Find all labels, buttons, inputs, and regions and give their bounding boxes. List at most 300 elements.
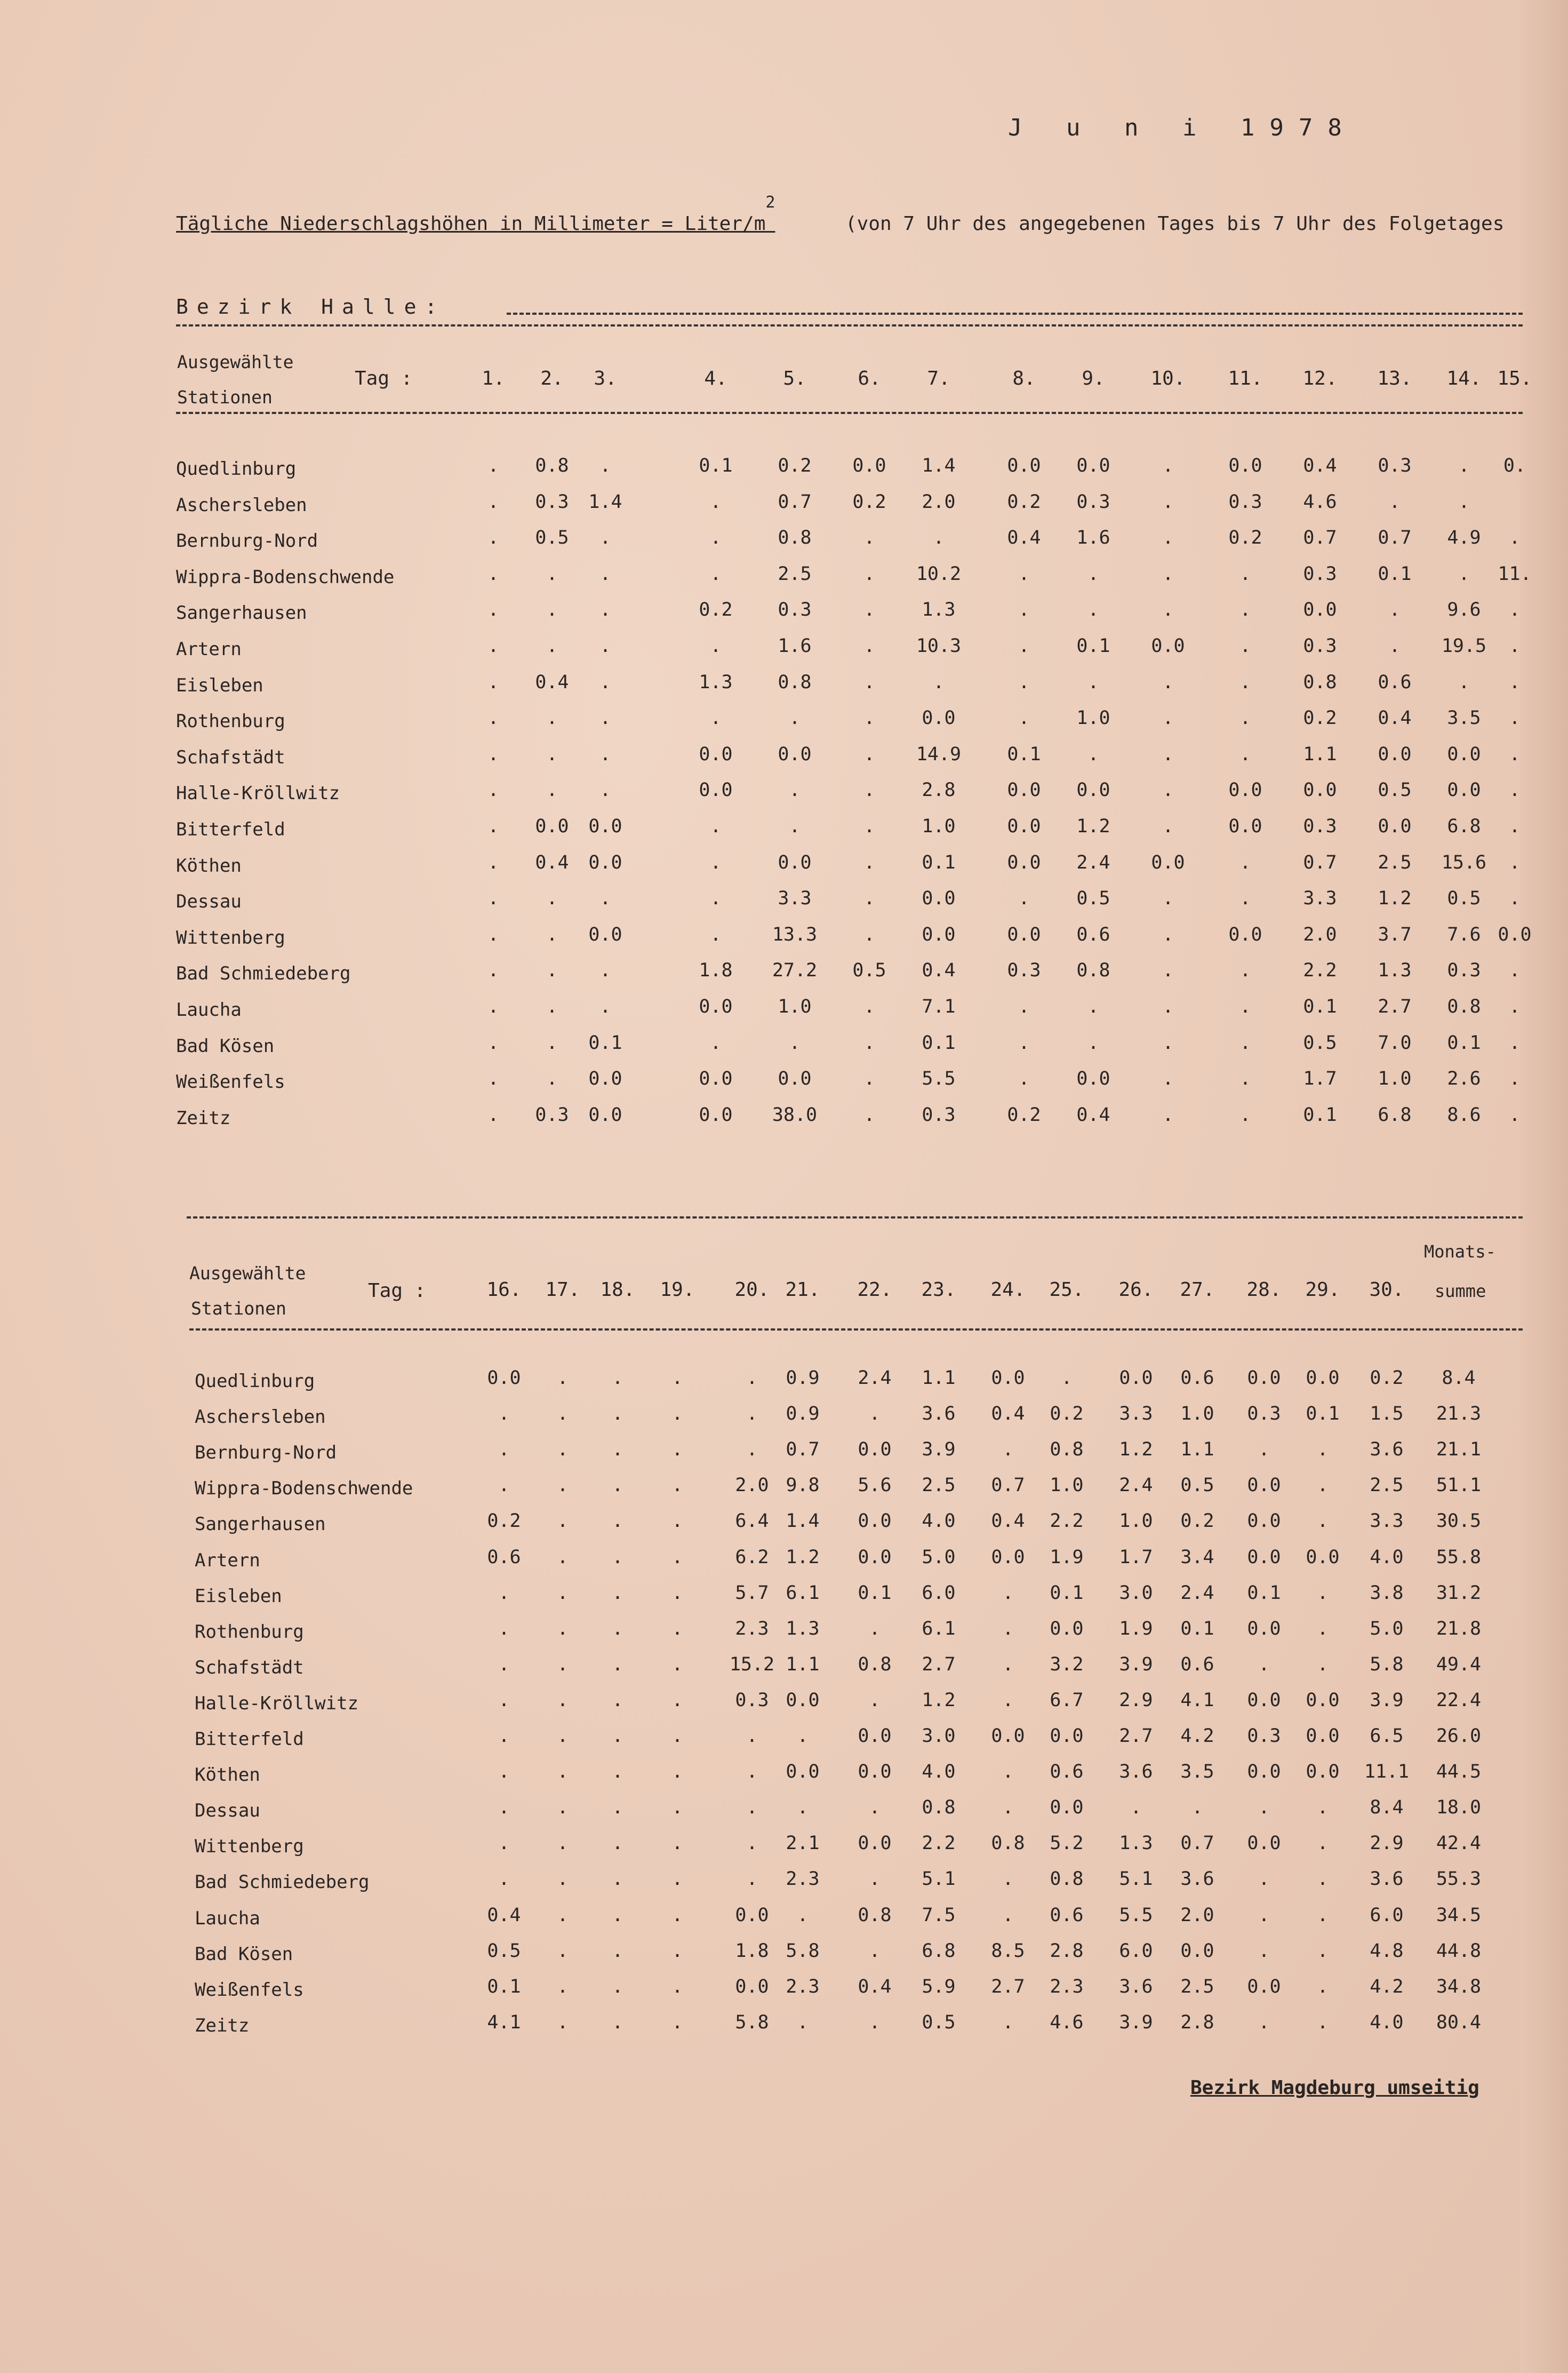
- table1-cell: 7.0: [1378, 1032, 1412, 1054]
- table1-cell: .: [546, 1032, 558, 1054]
- table1-cell: 0.8: [535, 455, 569, 476]
- table2-cell: 0.0: [786, 1690, 820, 1711]
- table1-cell: .: [546, 779, 558, 801]
- table1-station-name: Schafstädt: [176, 747, 285, 768]
- table2-cell: 2.4: [1180, 1582, 1214, 1604]
- table2-cell: .: [797, 1905, 809, 1926]
- table2-station-name: Artern: [195, 1550, 260, 1571]
- table2-cell: .: [557, 1618, 569, 1639]
- table1-cell: .: [487, 491, 499, 513]
- table1-cell: .: [487, 779, 499, 801]
- table2-cell: .: [557, 2012, 569, 2033]
- table2-cell: 15.2: [729, 1654, 775, 1675]
- table1-cell: .: [1239, 744, 1251, 765]
- table1-cell: 0.4: [1007, 527, 1041, 548]
- table2-cell: .: [1258, 1654, 1270, 1675]
- table2-cell: 5.6: [858, 1475, 892, 1496]
- table1-cell: .: [863, 779, 875, 801]
- table2-cell: 0.7: [786, 1439, 820, 1460]
- table2-cell: 0.3: [1247, 1725, 1281, 1747]
- table2-cell: 0.0: [991, 1725, 1025, 1747]
- table1-cell: .: [933, 527, 945, 548]
- table2-cell: 0.8: [1050, 1868, 1084, 1890]
- table1-cell: .: [599, 960, 611, 981]
- table1-cell: 1.0: [1076, 707, 1110, 729]
- table1-cell: .: [1239, 672, 1251, 693]
- table1-column-header: 3.: [594, 368, 617, 389]
- table1-cell: .: [710, 527, 722, 548]
- table2-monthly-sum: 22.4: [1436, 1690, 1482, 1711]
- table1-cell: 0.0: [1007, 924, 1041, 945]
- table2-cell: .: [612, 1761, 623, 1782]
- table1-cell: .: [487, 1104, 499, 1126]
- table2-cell: .: [1317, 1654, 1329, 1675]
- table1-column-header: 1.: [482, 368, 505, 389]
- table2-cell: 5.0: [922, 1547, 956, 1568]
- table1-cell: .: [487, 455, 499, 476]
- table2-cell: .: [612, 1403, 623, 1424]
- table1-cell: 38.0: [772, 1104, 818, 1126]
- table2-cell: .: [557, 1475, 569, 1496]
- table1-cell: 0.6: [1076, 924, 1110, 945]
- table2-cell: 0.0: [858, 1761, 892, 1782]
- table2-cell: .: [671, 1940, 683, 1962]
- table2-cell: .: [498, 1868, 510, 1890]
- table1-cell: .: [1162, 707, 1174, 729]
- table1-cell: 0.7: [1303, 527, 1337, 548]
- table1-cell: 0.0: [1007, 779, 1041, 801]
- table2-cell: 3.0: [1119, 1582, 1153, 1604]
- table2-cell: .: [498, 1582, 510, 1604]
- table2-cell: .: [869, 1868, 881, 1890]
- table1-cell: 0.1: [1007, 744, 1041, 765]
- table2-column-header: 23.: [921, 1279, 956, 1301]
- table1-cell: .: [1509, 996, 1521, 1017]
- table2-cell: 0.0: [858, 1725, 892, 1747]
- table2-cell: .: [1258, 1797, 1270, 1818]
- table2-monthly-sum: 31.2: [1436, 1582, 1482, 1604]
- table1-cell: 0.0: [1303, 779, 1337, 801]
- table1-cell: 0.0: [699, 1104, 733, 1126]
- table1-cell: 1.1: [1303, 744, 1337, 765]
- table1-cell: .: [1162, 924, 1174, 945]
- table2-cell: .: [1002, 1905, 1014, 1926]
- table2-cell: 5.8: [1370, 1654, 1404, 1675]
- table1-cell: .: [1458, 672, 1470, 693]
- table2-cell: .: [746, 1439, 758, 1460]
- table2-monthly-sum: 26.0: [1436, 1725, 1482, 1747]
- table2-tag-label: Tag :: [368, 1280, 426, 1302]
- table1-cell: 0.0: [588, 924, 622, 945]
- table2-station-name: Bitterfeld: [195, 1729, 304, 1750]
- table1-station-name: Bitterfeld: [176, 819, 285, 840]
- table2-column-header: 19.: [660, 1279, 695, 1301]
- table1-cell: .: [1239, 888, 1251, 909]
- table2-cell: 6.5: [1370, 1725, 1404, 1747]
- table2-cell: 3.6: [922, 1403, 956, 1424]
- table1-column-header: 11.: [1228, 368, 1263, 389]
- table1-cell: .: [1162, 744, 1174, 765]
- table2-cell: .: [671, 2012, 683, 2033]
- table2-cell: 5.0: [1370, 1618, 1404, 1639]
- table1-cell: .: [487, 672, 499, 693]
- table1-cell: .: [546, 996, 558, 1017]
- table1-cell: 9.6: [1447, 599, 1481, 620]
- table1-cell: .: [1162, 1068, 1174, 1089]
- table2-cell: 0.0: [1247, 1475, 1281, 1496]
- table2-column-header: 18.: [600, 1279, 635, 1301]
- table2-cell: 0.0: [991, 1367, 1025, 1389]
- table1-cell: .: [599, 672, 611, 693]
- table1-cell: 0.0: [922, 707, 956, 729]
- table2-cell: 0.4: [487, 1905, 521, 1926]
- table2-cell: .: [1317, 1940, 1329, 1962]
- table1-cell: 0.1: [1076, 635, 1110, 657]
- table1-cell: 0.0: [699, 779, 733, 801]
- table1-cell: .: [546, 1068, 558, 1089]
- table2-column-header: 17.: [545, 1279, 580, 1301]
- table2-cell: .: [612, 1833, 623, 1854]
- table2-cell: .: [1002, 1761, 1014, 1782]
- table1-cell: .: [1162, 491, 1174, 513]
- table2-cell: 1.2: [1119, 1439, 1153, 1460]
- table1-cell: .: [789, 1032, 801, 1054]
- table1-cell: .: [710, 1032, 722, 1054]
- table1-station-name: Sangerhausen: [176, 602, 307, 624]
- table1-cell: .: [546, 744, 558, 765]
- table1-cell: 0.0: [1378, 744, 1412, 765]
- table1-cell: 1.2: [1076, 816, 1110, 837]
- table1-cell: .: [1509, 779, 1521, 801]
- table2-cell: 2.0: [735, 1475, 769, 1496]
- table1-cell: .: [710, 852, 722, 873]
- table1-cell: 3.3: [1303, 888, 1337, 909]
- table2-cell: .: [557, 1797, 569, 1818]
- table2-station-name: Sangerhausen: [195, 1514, 326, 1535]
- table1-cell: 4.6: [1303, 491, 1337, 513]
- table1-cell: .: [1239, 1104, 1251, 1126]
- table2-cell: .: [1317, 1868, 1329, 1890]
- table2-label-line1: Ausgewählte: [189, 1263, 306, 1284]
- table2-cell: .: [671, 1475, 683, 1496]
- table2-cell: .: [557, 1403, 569, 1424]
- table1-cell: .: [863, 1032, 875, 1054]
- table1-cell: 1.8: [699, 960, 733, 981]
- paper-edge: [1520, 0, 1568, 2373]
- table2-station-name: Laucha: [195, 1908, 260, 1929]
- table1-cell: 0.3: [535, 491, 569, 513]
- table2-cell: 11.1: [1364, 1761, 1410, 1782]
- table2-cell: .: [1317, 1618, 1329, 1639]
- table1-cell: .: [789, 779, 801, 801]
- table1-cell: 0.1: [588, 1032, 622, 1054]
- table1-station-name: Weißenfels: [176, 1071, 285, 1093]
- table1-cell: 0.4: [535, 672, 569, 693]
- table2-monthly-sum: 44.5: [1436, 1761, 1482, 1782]
- table2-cell: 0.4: [991, 1403, 1025, 1424]
- table1-cell: .: [1239, 563, 1251, 585]
- table2-cell: 4.0: [1370, 1547, 1404, 1568]
- table1-cell: 0.3: [1303, 635, 1337, 657]
- table1-cell: .: [710, 563, 722, 585]
- table2-cell: 8.4: [1370, 1797, 1404, 1818]
- table2-monthly-sum: 49.4: [1436, 1654, 1482, 1675]
- table1-cell: 0.1: [922, 1032, 956, 1054]
- table1-cell: .: [863, 924, 875, 945]
- table1-cell: .: [1018, 672, 1030, 693]
- table1-cell: 0.0: [778, 1068, 812, 1089]
- table2-cell: 2.5: [922, 1475, 956, 1496]
- table1-cell: .: [1509, 635, 1521, 657]
- table2-monthly-sum: 42.4: [1436, 1833, 1482, 1854]
- table2-cell: .: [671, 1868, 683, 1890]
- table2-cell: .: [557, 1367, 569, 1389]
- table1-cell: .: [863, 563, 875, 585]
- table2-monthly-sum: 55.8: [1436, 1547, 1482, 1568]
- table1-cell: .: [1239, 852, 1251, 873]
- table2-cell: .: [1002, 1797, 1014, 1818]
- table1-cell: 0.0: [1447, 779, 1481, 801]
- table1-cell: .: [1162, 563, 1174, 585]
- table1-cell: .: [1018, 1068, 1030, 1089]
- table1-cell: 0.3: [535, 1104, 569, 1126]
- table1-cell: 0.3: [1303, 816, 1337, 837]
- title-text: Tägliche Niederschlagshöhen in Millimeter = Liter/m: [176, 213, 766, 235]
- table1-cell: .: [546, 924, 558, 945]
- table2-cell: .: [671, 1833, 683, 1854]
- table1-cell: .: [1458, 563, 1470, 585]
- table1-cell: .: [1162, 1104, 1174, 1126]
- table1-cell: .: [599, 563, 611, 585]
- table2-cell: 0.5: [922, 2012, 956, 2033]
- table1-cell: 1.4: [922, 455, 956, 476]
- table2-cell: .: [557, 1868, 569, 1890]
- table1-cell: .: [599, 779, 611, 801]
- table1-cell: .: [1018, 888, 1030, 909]
- table1-cell: 2.4: [1076, 852, 1110, 873]
- table1-cell: .: [1239, 635, 1251, 657]
- table2-cell: 1.3: [786, 1618, 820, 1639]
- table2-column-header: 22.: [857, 1279, 892, 1301]
- table1-cell: .: [1239, 599, 1251, 620]
- table2-cell: 2.3: [1050, 1976, 1084, 1997]
- table1-cell: .: [1018, 1032, 1030, 1054]
- table1-cell: .: [1509, 1032, 1521, 1054]
- table2-cell: .: [498, 1439, 510, 1460]
- table2-column-header: 21.: [785, 1279, 820, 1301]
- table1-cell: 15.6: [1441, 852, 1487, 873]
- table2-cell: 6.1: [786, 1582, 820, 1604]
- table2-cell: 1.9: [1050, 1547, 1084, 1568]
- table1-cell: 0.0: [1076, 455, 1110, 476]
- table1-cell: 1.3: [1378, 960, 1412, 981]
- table2-cell: 4.2: [1180, 1725, 1214, 1747]
- table2-cell: 4.1: [1180, 1690, 1214, 1711]
- table2-cell: .: [557, 1582, 569, 1604]
- table2-cell: 0.5: [1180, 1475, 1214, 1496]
- table1-station-name: Artern: [176, 639, 242, 660]
- table2-cell: 2.0: [1180, 1905, 1214, 1926]
- table2-cell: .: [1002, 1690, 1014, 1711]
- table2-cell: 1.1: [922, 1367, 956, 1389]
- table1-cell: 2.2: [1303, 960, 1337, 981]
- table2-cell: 4.2: [1370, 1976, 1404, 1997]
- table1-cell: .: [1239, 996, 1251, 1017]
- table2-cell: .: [498, 1797, 510, 1818]
- table2-cell: 3.9: [922, 1439, 956, 1460]
- table1-cell: .: [1087, 599, 1099, 620]
- table1-cell: .: [1087, 1032, 1099, 1054]
- table1-cell: 0.0: [588, 1104, 622, 1126]
- table1-column-header: 12.: [1302, 368, 1338, 389]
- table1-cell: .: [546, 563, 558, 585]
- table1-cell: .: [1087, 563, 1099, 585]
- table2-cell: .: [1317, 1905, 1329, 1926]
- table2-station-name: Aschersleben: [195, 1406, 326, 1428]
- table2-cell: 5.9: [922, 1976, 956, 1997]
- table2-cell: 2.1: [786, 1833, 820, 1854]
- table1-cell: 0.3: [922, 1104, 956, 1126]
- table1-cell: .: [1509, 816, 1521, 837]
- table2-cell: 5.7: [735, 1582, 769, 1604]
- table2-cell: .: [797, 1797, 809, 1818]
- table1-cell: .: [487, 635, 499, 657]
- table1-cell: 0.: [1503, 455, 1526, 476]
- table1-cell: 0.1: [1378, 563, 1412, 585]
- table2-cell: 0.0: [1306, 1367, 1340, 1389]
- table2-column-header: 27.: [1180, 1279, 1215, 1301]
- table2-cell: .: [869, 1690, 881, 1711]
- table2-cell: 0.6: [1050, 1761, 1084, 1782]
- month-year-header: J u n i 1978: [1008, 114, 1357, 141]
- table2-cell: .: [671, 1439, 683, 1460]
- table1-cell: 0.3: [1378, 455, 1412, 476]
- table2-cell: 4.6: [1050, 2012, 1084, 2033]
- table1-cell: 0.3: [1007, 960, 1041, 981]
- table1-cell: .: [863, 744, 875, 765]
- table2-column-header: 20.: [734, 1279, 770, 1301]
- table1-station-name: Aschersleben: [176, 495, 307, 516]
- table1-cell: 2.0: [1303, 924, 1337, 945]
- table2-cell: .: [1258, 2012, 1270, 2033]
- table2-cell: 2.3: [786, 1868, 820, 1890]
- table1-cell: .: [863, 996, 875, 1017]
- table2-cell: 0.0: [858, 1439, 892, 1460]
- table1-station-name: Wittenberg: [176, 927, 285, 949]
- table2-cell: .: [612, 1547, 623, 1568]
- table2-cell: .: [1002, 1868, 1014, 1890]
- table1-cell: .: [599, 744, 611, 765]
- table2-cell: .: [671, 1510, 683, 1532]
- table2-cell: 3.3: [1370, 1510, 1404, 1532]
- table2-cell: 3.2: [1050, 1654, 1084, 1675]
- footer-note: Bezirk Magdeburg umseitig: [1190, 2077, 1479, 2099]
- table2-cell: 0.7: [991, 1475, 1025, 1496]
- table2-cell: .: [1002, 2012, 1014, 2033]
- table2-station-name: Dessau: [195, 1800, 260, 1821]
- table1-cell: .: [487, 563, 499, 585]
- table1-cell: 0.2: [778, 455, 812, 476]
- table1-cell: .: [1389, 635, 1401, 657]
- table2-cell: 0.1: [1306, 1403, 1340, 1424]
- table2-monthly-sum: 80.4: [1436, 2012, 1482, 2033]
- table2-cell: 0.0: [487, 1367, 521, 1389]
- table2-cell: .: [671, 1797, 683, 1818]
- table1-cell: .: [599, 527, 611, 548]
- table1-cell: .: [710, 888, 722, 909]
- table1-cell: .: [710, 635, 722, 657]
- table2-cell: .: [1258, 1868, 1270, 1890]
- table2-cell: 0.2: [1050, 1403, 1084, 1424]
- table2-cell: 0.4: [858, 1976, 892, 1997]
- table1-cell: .: [863, 672, 875, 693]
- table2-cell: .: [671, 1690, 683, 1711]
- table2-cell: 0.1: [487, 1976, 521, 1997]
- table1-cell: 10.2: [916, 563, 962, 585]
- table1-cell: 0.7: [1303, 852, 1337, 873]
- table1-cell: 2.7: [1378, 996, 1412, 1017]
- table1-cell: .: [863, 635, 875, 657]
- table1-cell: 0.5: [852, 960, 886, 981]
- table2-cell: 0.0: [858, 1510, 892, 1532]
- table1-cell: 0.0: [1498, 924, 1532, 945]
- table2-column-header: 29.: [1305, 1279, 1340, 1301]
- table1-cell: .: [1509, 960, 1521, 981]
- table2-cell: 2.5: [1180, 1976, 1214, 1997]
- table1-cell: 19.5: [1441, 635, 1487, 657]
- table2-monthly-sum: 21.3: [1436, 1403, 1482, 1424]
- table1-cell: 0.0: [1076, 779, 1110, 801]
- table1-cell: .: [1458, 491, 1470, 513]
- table1-column-header: 15.: [1497, 368, 1532, 389]
- table2-cell: 6.2: [735, 1547, 769, 1568]
- table1-station-name: Zeitz: [176, 1108, 231, 1129]
- table1-cell: .: [599, 888, 611, 909]
- table2-cell: .: [1258, 1940, 1270, 1962]
- table2-cell: 1.0: [1119, 1510, 1153, 1532]
- table2-cell: .: [1002, 1439, 1014, 1460]
- table1-cell: 0.0: [1228, 924, 1262, 945]
- table1-cell: .: [863, 527, 875, 548]
- table1-cell: 1.2: [1378, 888, 1412, 909]
- table1-cell: 0.0: [588, 852, 622, 873]
- table1-cell: 1.0: [778, 996, 812, 1017]
- table1-cell: .: [1018, 599, 1030, 620]
- table1-cell: .: [1162, 455, 1174, 476]
- table2-cell: .: [612, 1367, 623, 1389]
- table1-cell: .: [789, 816, 801, 837]
- table1-cell: 2.5: [778, 563, 812, 585]
- table2-station-name: Schafstädt: [195, 1657, 304, 1678]
- table2-cell: .: [1317, 1439, 1329, 1460]
- table1-cell: .: [487, 960, 499, 981]
- table2-monthly-sum: 30.5: [1436, 1510, 1482, 1532]
- table1-cell: 0.0: [535, 816, 569, 837]
- table2-station-name: Bad Kösen: [195, 1944, 293, 1965]
- table1-cell: 0.3: [1447, 960, 1481, 981]
- table2-cell: .: [1258, 1439, 1270, 1460]
- table2-cell: 2.8: [1180, 2012, 1214, 2033]
- table1-cell: .: [546, 707, 558, 729]
- table1-cell: .: [487, 527, 499, 548]
- table1-cell: .: [487, 1068, 499, 1089]
- table2-cell: .: [671, 1582, 683, 1604]
- table1-cell: .: [599, 455, 611, 476]
- table1-cell: .: [487, 924, 499, 945]
- table2-cell: 0.0: [1247, 1761, 1281, 1782]
- table2-cell: 0.7: [1180, 1833, 1214, 1854]
- table2-cell: .: [1061, 1367, 1073, 1389]
